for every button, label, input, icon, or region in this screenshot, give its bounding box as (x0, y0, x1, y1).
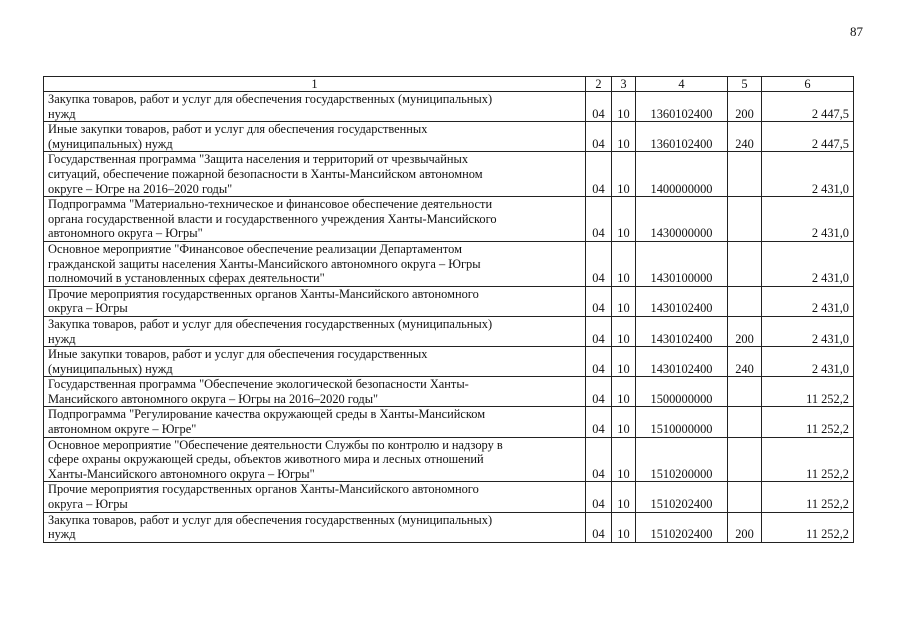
table-row (44, 512, 854, 542)
cell-target-item: 1500000000 (636, 377, 728, 407)
column-header-expense-type: 5 (728, 77, 762, 92)
cell-expense-type: 200 (728, 512, 762, 542)
table-row (44, 316, 854, 346)
cell-subsection: 10 (612, 377, 636, 407)
cell-target-item: 1510200000 (636, 437, 728, 482)
table-row (44, 122, 854, 152)
cell-expense-type (728, 482, 762, 512)
cell-expense-type (728, 377, 762, 407)
cell-subsection: 10 (612, 152, 636, 197)
cell-subsection: 10 (612, 347, 636, 377)
cell-expense-type (728, 437, 762, 482)
cell-amount: 2 431,0 (762, 152, 854, 197)
cell-target-item: 1430102400 (636, 286, 728, 316)
cell-subsection: 10 (612, 512, 636, 542)
cell-name: Государственная программа "Защита населения и территорий от чрезвычайных ситуаций, обеспечение пожарной безопасности в Ханты-Мансийском автономном округе – Югре на 2016–2020 годы" (44, 152, 586, 197)
cell-target-item: 1360102400 (636, 122, 728, 152)
cell-subsection: 10 (612, 241, 636, 286)
column-header-subsection: 3 (612, 77, 636, 92)
cell-amount: 11 252,2 (762, 512, 854, 542)
cell-subsection: 10 (612, 122, 636, 152)
cell-expense-type (728, 286, 762, 316)
cell-target-item: 1430102400 (636, 316, 728, 346)
cell-target-item: 1430000000 (636, 197, 728, 242)
column-header-name: 1 (44, 77, 586, 92)
cell-section: 04 (586, 377, 612, 407)
cell-name: Иные закупки товаров, работ и услуг для обеспечения государственных (муниципальных) нужд (44, 122, 586, 152)
cell-section: 04 (586, 512, 612, 542)
cell-name: Закупка товаров, работ и услуг для обеспечения государственных (муниципальных) нужд (44, 92, 586, 122)
cell-amount: 11 252,2 (762, 377, 854, 407)
cell-amount: 11 252,2 (762, 482, 854, 512)
cell-target-item: 1510202400 (636, 512, 728, 542)
table-row (44, 286, 854, 316)
cell-section: 04 (586, 286, 612, 316)
cell-subsection: 10 (612, 286, 636, 316)
cell-target-item: 1360102400 (636, 92, 728, 122)
cell-section: 04 (586, 152, 612, 197)
cell-section: 04 (586, 407, 612, 437)
cell-subsection: 10 (612, 437, 636, 482)
cell-amount: 2 447,5 (762, 122, 854, 152)
cell-target-item: 1510000000 (636, 407, 728, 437)
table-row (44, 437, 854, 482)
cell-section: 04 (586, 241, 612, 286)
cell-name: Государственная программа "Обеспечение экологической безопасности Ханты- Мансийского автономного округа – Югры на 2016–2020 годы" (44, 377, 586, 407)
cell-section: 04 (586, 316, 612, 346)
cell-target-item: 1400000000 (636, 152, 728, 197)
cell-section: 04 (586, 482, 612, 512)
cell-section: 04 (586, 347, 612, 377)
cell-target-item: 1430102400 (636, 347, 728, 377)
cell-section: 04 (586, 437, 612, 482)
table-row (44, 482, 854, 512)
cell-amount: 2 431,0 (762, 197, 854, 242)
cell-expense-type (728, 241, 762, 286)
table-header-row (44, 77, 854, 92)
table-row (44, 152, 854, 197)
cell-name: Подпрограмма "Материально-техническое и финансовое обеспечение деятельности органа государственной власти и государственного учреждения Ханты-Мансийского автономного округа – Югры" (44, 197, 586, 242)
cell-name: Закупка товаров, работ и услуг для обеспечения государственных (муниципальных) нужд (44, 316, 586, 346)
cell-expense-type (728, 152, 762, 197)
cell-subsection: 10 (612, 197, 636, 242)
cell-section: 04 (586, 197, 612, 242)
cell-amount: 2 431,0 (762, 316, 854, 346)
cell-name: Иные закупки товаров, работ и услуг для обеспечения государственных (муниципальных) нужд (44, 347, 586, 377)
cell-section: 04 (586, 92, 612, 122)
cell-name: Подпрограмма "Регулирование качества окружающей среды в Ханты-Мансийском автономном округе – Югре" (44, 407, 586, 437)
table-row (44, 377, 854, 407)
cell-expense-type: 240 (728, 122, 762, 152)
budget-allocation-table (43, 76, 854, 543)
cell-subsection: 10 (612, 482, 636, 512)
cell-target-item: 1510202400 (636, 482, 728, 512)
cell-expense-type: 200 (728, 92, 762, 122)
cell-target-item: 1430100000 (636, 241, 728, 286)
cell-name: Закупка товаров, работ и услуг для обеспечения государственных (муниципальных) нужд (44, 512, 586, 542)
cell-subsection: 10 (612, 92, 636, 122)
cell-expense-type (728, 407, 762, 437)
table-row (44, 92, 854, 122)
cell-amount: 2 431,0 (762, 286, 854, 316)
table-row (44, 241, 854, 286)
cell-expense-type (728, 197, 762, 242)
cell-name: Прочие мероприятия государственных органов Ханты-Мансийского автономного округа – Югры (44, 482, 586, 512)
cell-expense-type: 200 (728, 316, 762, 346)
cell-section: 04 (586, 122, 612, 152)
column-header-amount: 6 (762, 77, 854, 92)
cell-expense-type: 240 (728, 347, 762, 377)
cell-amount: 11 252,2 (762, 407, 854, 437)
cell-subsection: 10 (612, 407, 636, 437)
cell-amount: 11 252,2 (762, 437, 854, 482)
table-row (44, 407, 854, 437)
column-header-section: 2 (586, 77, 612, 92)
table-row (44, 197, 854, 242)
cell-amount: 2 431,0 (762, 347, 854, 377)
page-number: 87 (850, 24, 863, 39)
cell-amount: 2 431,0 (762, 241, 854, 286)
table-row (44, 347, 854, 377)
cell-name: Основное мероприятие "Финансовое обеспечение реализации Департаментом гражданской защиты населения Ханты-Мансийского автономного округа – Югры полномочий в установленных сферах деятельности" (44, 241, 586, 286)
cell-name: Основное мероприятие "Обеспечение деятельности Службы по контролю и надзору в сфере охраны окружающей среды, объектов животного мира и лесных отношений Ханты-Мансийского автономного округа – Югры" (44, 437, 586, 482)
cell-name: Прочие мероприятия государственных органов Ханты-Мансийского автономного округа – Югры (44, 286, 586, 316)
column-header-target-item: 4 (636, 77, 728, 92)
cell-subsection: 10 (612, 316, 636, 346)
cell-amount: 2 447,5 (762, 92, 854, 122)
